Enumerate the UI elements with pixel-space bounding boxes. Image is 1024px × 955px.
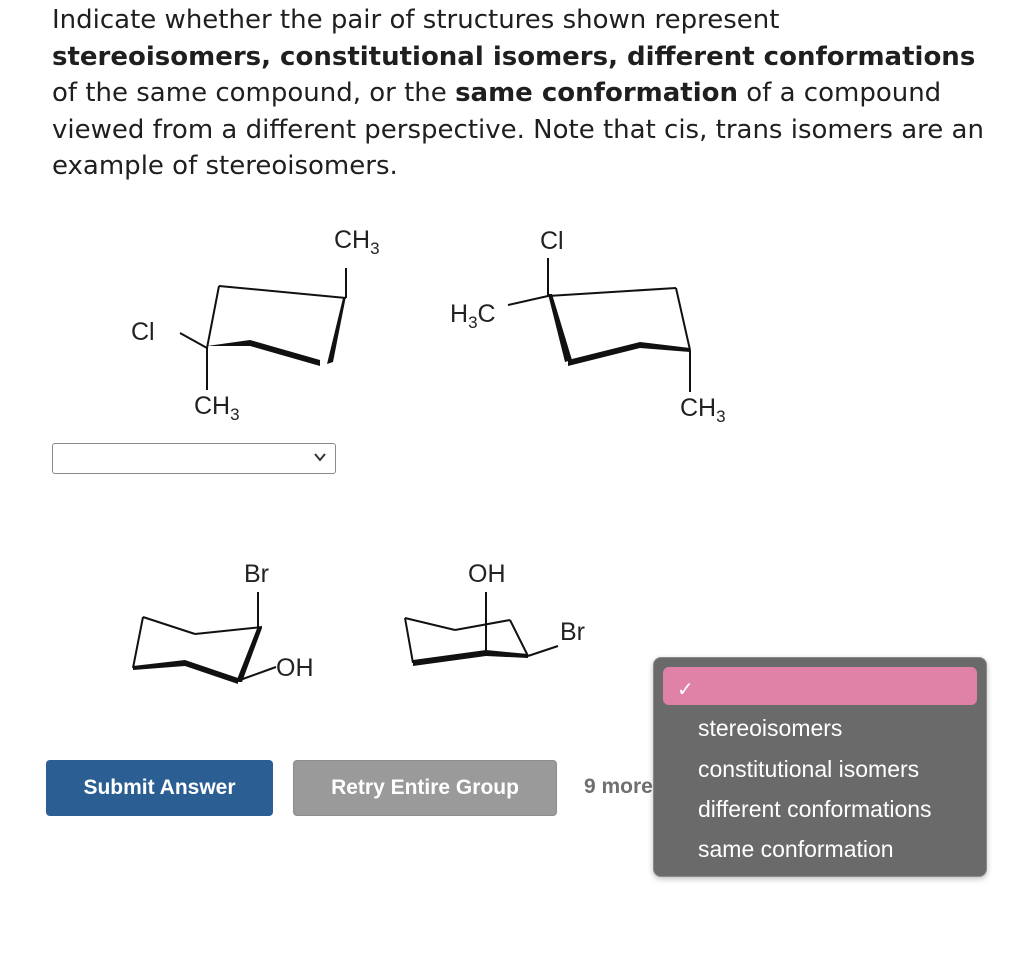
label-br-2: Br [560, 618, 585, 646]
label-oh-1: OH [276, 654, 314, 682]
question-text: Indicate whether the pair of structures shown represent stereoisomers, constitutional isomers, different conformations of the same compound, or the same conformation of a compound viewed from a different perspective. Note that cis, trans isomers are an example of stereoisomers. [52, 5, 984, 181]
label-oh-2: OH [468, 560, 506, 588]
label-cl-2: Cl [540, 227, 564, 255]
chevron-down-icon [313, 450, 327, 464]
retry-entire-group-button[interactable]: Retry Entire Group [293, 760, 557, 816]
submit-answer-button[interactable]: Submit Answer [46, 760, 273, 816]
dropdown-option-different-conformations[interactable]: different conformations [698, 796, 932, 822]
dropdown-option-constitutional-isomers[interactable]: constitutional isomers [698, 756, 920, 782]
dropdown-option-same-conformation[interactable]: same conformation [698, 836, 894, 862]
answer-dropdown-menu [653, 657, 987, 877]
label-br-1: Br [244, 560, 269, 588]
more-link[interactable]: 9 more [584, 775, 653, 798]
chair-structure-2b [405, 592, 558, 666]
label-cl-1: Cl [131, 318, 155, 346]
dropdown-option-blank[interactable] [663, 667, 977, 705]
dropdown-option-stereoisomers[interactable]: stereoisomers [698, 715, 843, 741]
label-ch3-3: $CH_3$ [680, 394, 726, 426]
checkmark-icon: ✓ [677, 677, 694, 701]
chair-structure-1b [508, 258, 690, 392]
label-ch3-2: $CH_3$ [334, 226, 380, 258]
label-ch3-1: $CH_3$ [194, 392, 240, 424]
answer-select[interactable] [52, 443, 336, 474]
label-h3c: $H_3C$ [450, 300, 496, 332]
chair-structure-2a [133, 592, 276, 684]
chair-structure-1a [180, 268, 346, 390]
